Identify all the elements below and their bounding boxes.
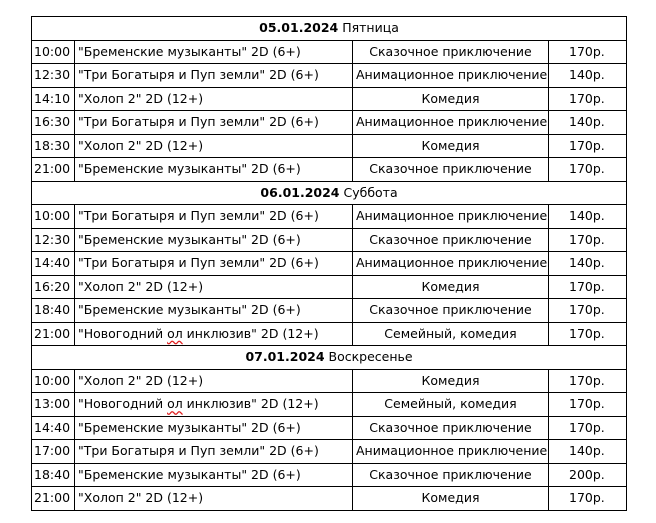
show-genre: Комедия <box>353 134 549 158</box>
show-price: 140р. <box>549 440 627 464</box>
show-title: "Бременские музыканты" 2D (6+) <box>75 40 353 64</box>
table-row <box>32 416 627 440</box>
show-genre: Комедия <box>353 87 549 111</box>
show-time: 14:10 <box>32 87 75 111</box>
show-time: 12:30 <box>32 228 75 252</box>
show-price: 170р. <box>549 487 627 511</box>
show-price: 200р. <box>549 463 627 487</box>
show-genre: Анимационное приключение <box>353 252 549 276</box>
show-title: "Холоп 2" 2D (12+) <box>75 487 353 511</box>
schedule-body <box>32 17 627 511</box>
table-row <box>32 275 627 299</box>
show-title: "Три Богатыря и Пуп земли" 2D (6+) <box>75 111 353 135</box>
show-title: "Бременские музыканты" 2D (6+) <box>75 158 353 182</box>
show-time: 21:00 <box>32 158 75 182</box>
show-title: "Холоп 2" 2D (12+) <box>75 369 353 393</box>
table-row <box>32 228 627 252</box>
show-genre: Анимационное приключение <box>353 205 549 229</box>
show-genre: Комедия <box>353 275 549 299</box>
show-time: 14:40 <box>32 416 75 440</box>
show-title: "Бременские музыканты" 2D (6+) <box>75 228 353 252</box>
table-row <box>32 393 627 417</box>
show-price: 170р. <box>549 275 627 299</box>
show-title: "Холоп 2" 2D (12+) <box>75 87 353 111</box>
show-price: 170р. <box>549 393 627 417</box>
show-price: 170р. <box>549 299 627 323</box>
table-row <box>32 134 627 158</box>
show-genre: Комедия <box>353 487 549 511</box>
show-title: "Три Богатыря и Пуп земли" 2D (6+) <box>75 205 353 229</box>
spellcheck-underline: ол <box>167 325 183 341</box>
show-genre: Сказочное приключение <box>353 40 549 64</box>
table-row <box>32 299 627 323</box>
show-title: "Бременские музыканты" 2D (6+) <box>75 463 353 487</box>
show-title: "Бременские музыканты" 2D (6+) <box>75 416 353 440</box>
show-time: 10:00 <box>32 40 75 64</box>
show-time: 21:00 <box>32 322 75 346</box>
day-header <box>32 17 627 41</box>
show-time: 16:20 <box>32 275 75 299</box>
show-time: 18:40 <box>32 463 75 487</box>
show-genre: Семейный, комедия <box>353 393 549 417</box>
show-price: 170р. <box>549 40 627 64</box>
day-date: 06.01.2024 <box>260 184 340 200</box>
day-date: 05.01.2024 <box>259 20 339 35</box>
show-price: 140р. <box>549 252 627 276</box>
show-time: 14:40 <box>32 252 75 276</box>
show-price: 170р. <box>549 134 627 158</box>
table-row <box>32 64 627 88</box>
day-weekday: Воскресенье <box>328 349 413 364</box>
show-title: "Три Богатыря и Пуп земли" 2D (6+) <box>75 440 353 464</box>
show-genre: Сказочное приключение <box>353 158 549 182</box>
table-row <box>32 87 627 111</box>
table-row <box>32 205 627 229</box>
show-price: 140р. <box>549 205 627 229</box>
day-header-row <box>32 346 627 370</box>
spellcheck-underline: ол <box>167 396 183 411</box>
day-date: 07.01.2024 <box>245 349 325 364</box>
show-time: 18:40 <box>32 299 75 323</box>
show-title: "Новогодний ол инклюзив" 2D (12+) <box>75 322 353 346</box>
show-genre: Комедия <box>353 369 549 393</box>
show-time: 16:30 <box>32 111 75 135</box>
table-row <box>32 440 627 464</box>
show-genre: Анимационное приключение <box>353 440 549 464</box>
show-price: 140р. <box>549 64 627 88</box>
day-header-row <box>32 17 627 41</box>
table-row <box>32 322 627 346</box>
show-genre: Сказочное приключение <box>353 228 549 252</box>
show-genre: Семейный, комедия <box>353 322 549 346</box>
table-row <box>32 111 627 135</box>
show-title: "Три Богатыря и Пуп земли" 2D (6+) <box>75 64 353 88</box>
table-row <box>32 158 627 182</box>
show-price: 170р. <box>549 322 627 346</box>
day-header-row <box>32 181 627 205</box>
show-title: "Холоп 2" 2D (12+) <box>75 134 353 158</box>
table-row <box>32 369 627 393</box>
show-title: "Три Богатыря и Пуп земли" 2D (6+) <box>75 252 353 276</box>
table-row <box>32 487 627 511</box>
show-genre: Сказочное приключение <box>353 416 549 440</box>
show-time: 18:30 <box>32 134 75 158</box>
table-row <box>32 40 627 64</box>
show-genre: Сказочное приключение <box>353 463 549 487</box>
show-price: 170р. <box>549 158 627 182</box>
show-time: 13:00 <box>32 393 75 417</box>
show-price: 170р. <box>549 87 627 111</box>
show-price: 140р. <box>549 111 627 135</box>
show-title: "Бременские музыканты" 2D (6+) <box>75 299 353 323</box>
table-row <box>32 463 627 487</box>
show-title: "Холоп 2" 2D (12+) <box>75 275 353 299</box>
show-genre: Сказочное приключение <box>353 299 549 323</box>
show-time: 21:00 <box>32 487 75 511</box>
show-time: 10:00 <box>32 369 75 393</box>
day-weekday: Пятница <box>342 20 399 35</box>
show-time: 10:00 <box>32 205 75 229</box>
show-genre: Анимационное приключение <box>353 64 549 88</box>
show-price: 170р. <box>549 369 627 393</box>
show-genre: Анимационное приключение <box>353 111 549 135</box>
table-row <box>32 252 627 276</box>
show-title: "Новогодний ол инклюзив" 2D (12+) <box>75 393 353 417</box>
show-time: 17:00 <box>32 440 75 464</box>
show-time: 12:30 <box>32 64 75 88</box>
day-weekday: Суббота <box>343 184 398 200</box>
day-header <box>32 346 627 370</box>
schedule-table <box>31 16 627 511</box>
show-price: 170р. <box>549 416 627 440</box>
day-header <box>32 181 627 205</box>
show-price: 170р. <box>549 228 627 252</box>
